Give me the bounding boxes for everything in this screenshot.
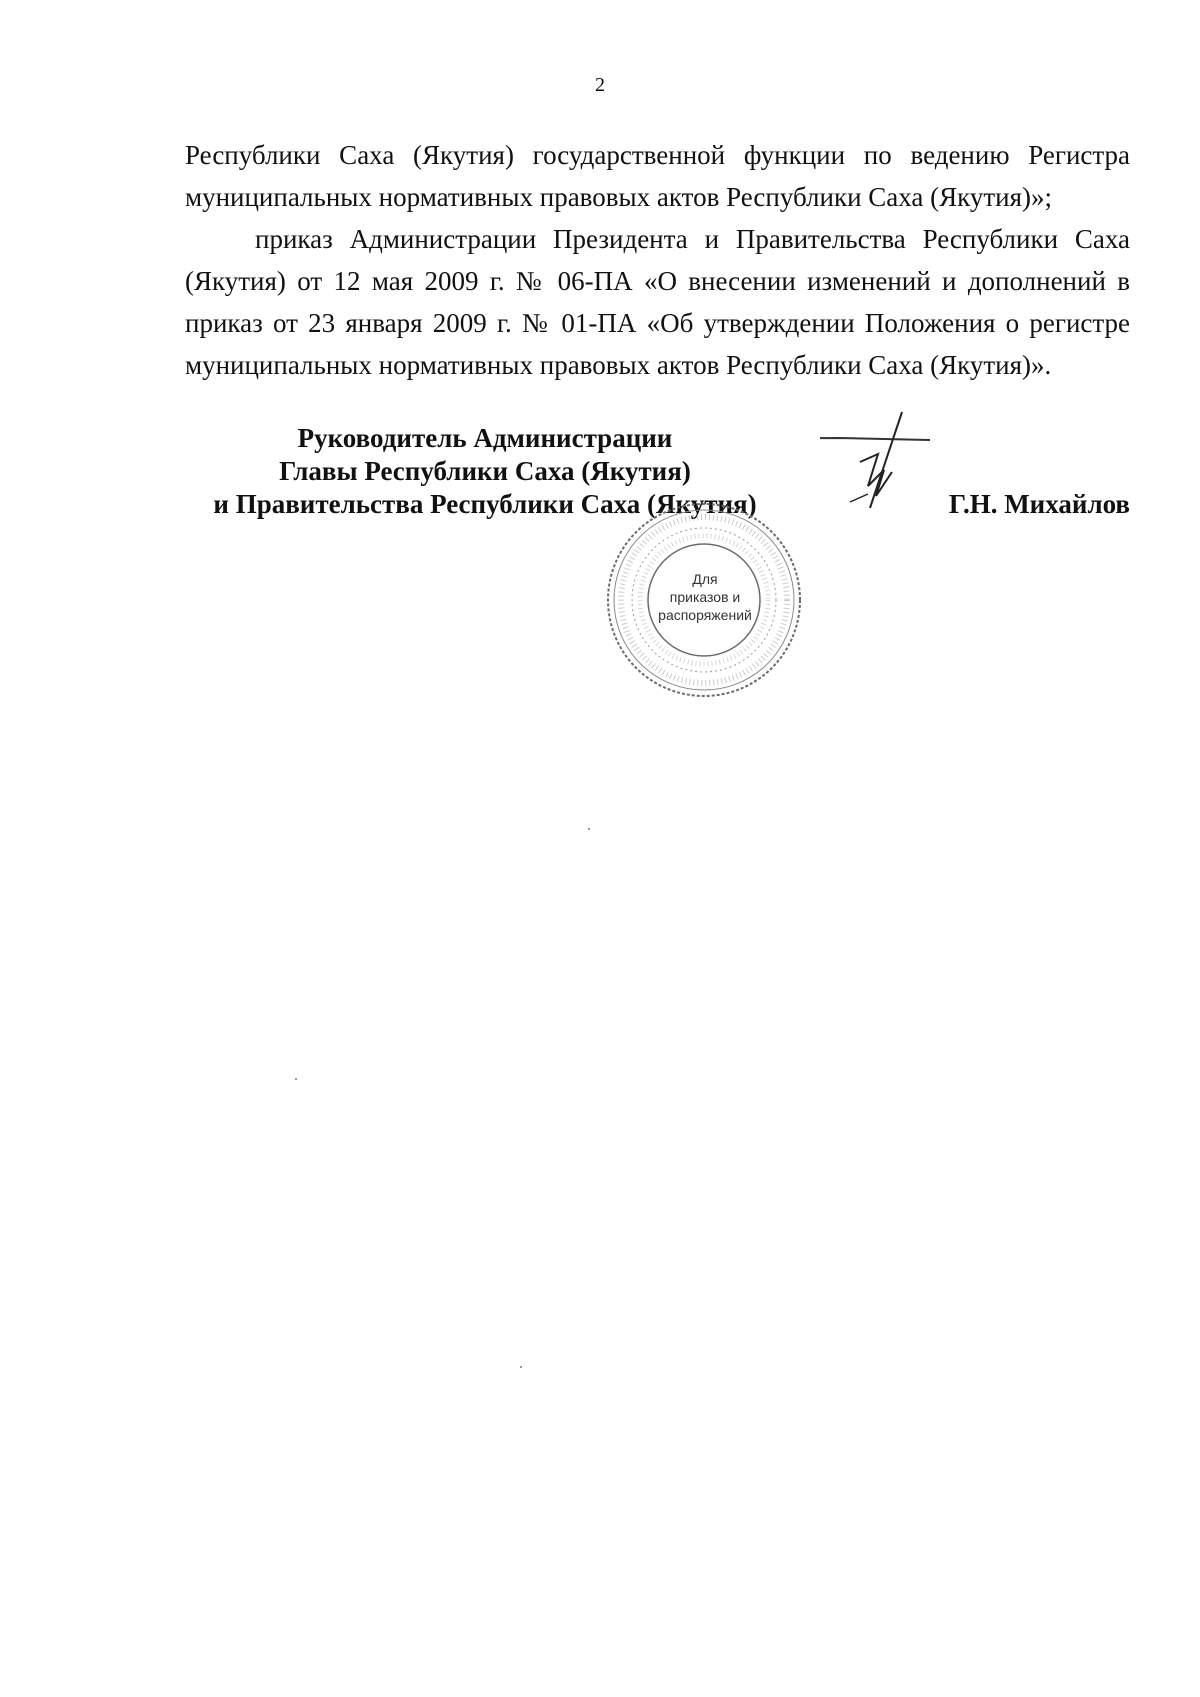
document-body — [185, 134, 1130, 386]
paragraph-continuation: Республики Саха (Якутия) государственной функции по ведению Регистра муниципальных нормативных правовых актов Республики Саха (Якутия)»; — [185, 140, 1130, 212]
scan-speck — [588, 828, 590, 830]
seal-center-text — [640, 570, 770, 624]
paragraph-order-reference: приказ Администрации Президента и Правительства Республики Саха (Якутия) от 12 мая 2009 г. № 06-ПА «О внесении изменений и дополнений в приказ от 23 января 2009 г. № 01-ПА «Об утверждении Положения о регистре муниципальных нормативных правовых актов Республики Саха (Якутия)». — [185, 224, 1130, 380]
scan-speck — [295, 1078, 297, 1080]
scan-speck — [520, 1366, 522, 1368]
signatory-title-line-2: Главы Республики Саха (Якутия) — [279, 456, 691, 486]
signatory-name: Г.Н. Михайлов — [948, 489, 1130, 519]
seal-text-line-3: распоряжений — [658, 607, 752, 623]
page-number: 2 — [595, 74, 605, 96]
seal-text-line-1: Для — [692, 571, 718, 587]
signatory-title-line-1: Руководитель Администрации — [297, 423, 673, 453]
signatory-title-line-3: и Правительства Республики Саха (Якутия) — [213, 489, 757, 519]
handwritten-signature — [820, 410, 960, 510]
seal-text-line-2: приказов и — [669, 589, 741, 605]
